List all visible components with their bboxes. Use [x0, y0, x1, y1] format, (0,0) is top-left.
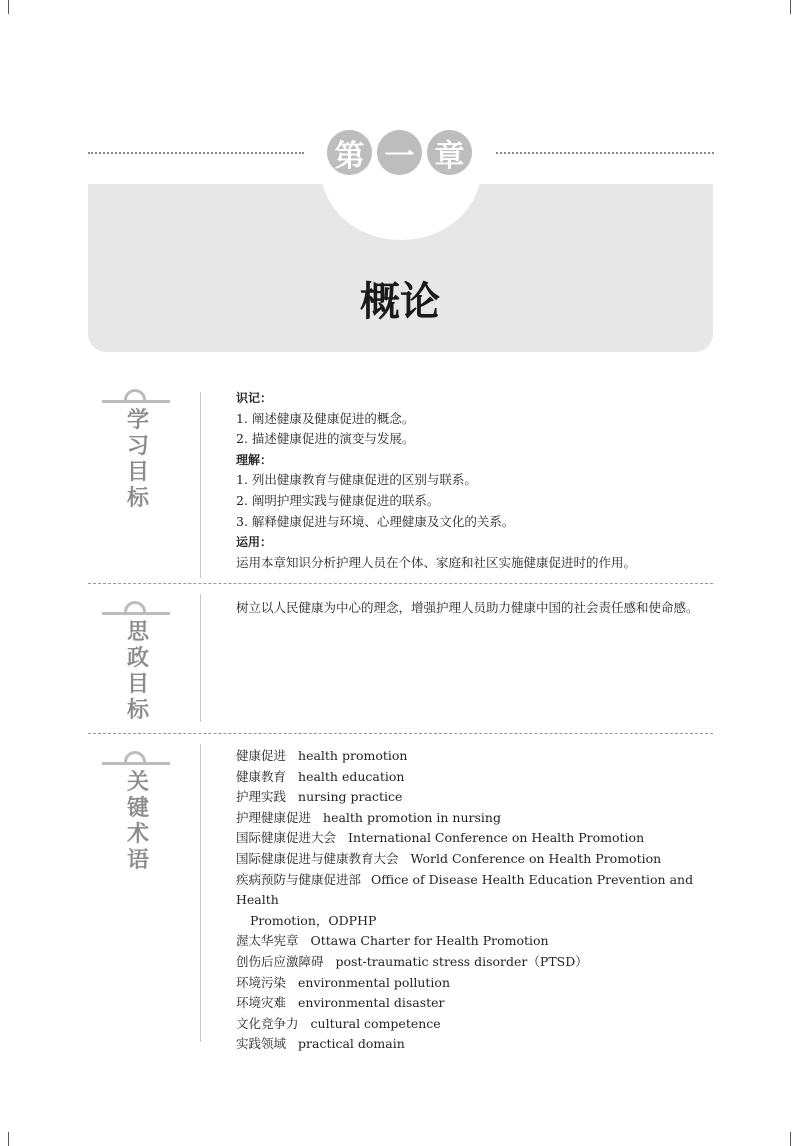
term-zh: 环境灾难 [236, 995, 287, 1011]
chapter-title: 概论 [360, 279, 440, 325]
key-terms-section [88, 734, 713, 1052]
remember-item: 1. 阐述健康及健康促进的概念。 [236, 410, 415, 426]
badge-label [125, 408, 151, 512]
key-term [236, 952, 713, 973]
badge-char: 关 [126, 770, 149, 795]
term-zh: 疾病预防与健康促进部 [236, 871, 362, 887]
dotted-rule-left [88, 152, 304, 154]
chapter-char: 第 [327, 130, 372, 175]
badge-bar [102, 612, 170, 615]
term-zh: 国际健康促进大会 [236, 830, 337, 846]
badge-char: 键 [126, 796, 149, 821]
remember-item: 2. 描述健康促进的演变与发展。 [236, 431, 415, 447]
understand-item: 1. 列出健康教育与健康促进的区别与联系。 [236, 472, 477, 488]
term-en: health education [298, 768, 405, 784]
key-term [236, 828, 713, 849]
crop-mark-top-left [8, 0, 9, 14]
chapter-char: 章 [427, 130, 472, 175]
term-en: health promotion [298, 748, 408, 763]
ideological-objectives-content [236, 597, 713, 618]
term-zh: 健康教育 [236, 768, 287, 784]
term-en: Office of Disease Health Education Prevention and Health [236, 871, 694, 908]
understand-item: 3. 解释健康促进与环境、心理健康及文化的关系。 [236, 513, 515, 529]
key-term [236, 767, 713, 788]
key-terms-list [236, 746, 713, 1055]
badge-char: 习 [126, 434, 149, 459]
term-en: environmental pollution [298, 974, 450, 990]
apply-item: 运用本章知识分析护理人员在个体、家庭和社区实施健康促进时的作用。 [236, 554, 637, 570]
term-en: Ottawa Charter for Health Promotion [310, 933, 549, 949]
key-term [236, 973, 713, 994]
section-divider-line [200, 392, 201, 578]
term-zh: 实践领域 [236, 1036, 287, 1052]
chapter-char: 一 [377, 130, 422, 175]
term-en: International Conference on Health Promotion [348, 830, 645, 846]
term-en: health promotion in nursing [323, 809, 501, 825]
crop-mark-bottom-right [790, 1132, 791, 1146]
key-term [236, 787, 713, 808]
ideological-objectives-section [88, 584, 713, 734]
badge-char: 思 [126, 620, 149, 645]
key-term [236, 1034, 713, 1055]
badge-label [125, 620, 151, 724]
term-zh: 护理实践 [236, 789, 287, 805]
chapter-number [327, 130, 472, 178]
remember-heading: 识记： [236, 391, 273, 405]
term-zh: 文化竞争力 [236, 1015, 299, 1031]
term-zh: 国际健康促进与健康教育大会 [236, 850, 399, 866]
term-zh: 环境污染 [236, 974, 287, 990]
badge-char: 学 [126, 408, 149, 433]
key-term [236, 808, 713, 829]
badge-char: 术 [126, 822, 149, 847]
key-term [236, 849, 713, 870]
apply-heading: 运用： [236, 535, 273, 550]
ideological-objectives-text: 树立以人民健康为中心的理念，增强护理人员助力健康中国的社会责任感和使命感。 [236, 600, 699, 615]
term-zh: 创伤后应激障碍 [236, 953, 324, 969]
term-en: environmental disaster [298, 995, 445, 1011]
crop-mark-top-right [790, 0, 791, 14]
badge-char: 政 [126, 646, 149, 671]
term-en-continued: Promotion，ODPHP [250, 912, 377, 928]
term-en: post-traumatic stress disorder（PTSD） [335, 953, 588, 969]
term-en: nursing practice [298, 789, 403, 805]
dotted-rule-right [496, 152, 714, 154]
crop-mark-bottom-left [8, 1132, 9, 1146]
key-term [236, 870, 713, 932]
badge-char: 标 [126, 698, 149, 723]
badge-bar [102, 400, 170, 403]
key-term [236, 746, 713, 767]
section-divider-line [200, 744, 201, 1042]
badge-char: 标 [126, 486, 149, 511]
badge-char: 目 [126, 460, 149, 485]
key-term [236, 1014, 713, 1035]
term-zh: 渥太华宪章 [236, 933, 299, 949]
learning-objectives-content [236, 388, 713, 573]
badge-char: 语 [126, 848, 149, 873]
term-zh: 护理健康促进 [236, 809, 312, 825]
badge-bar [102, 762, 170, 765]
section-divider-line [200, 594, 201, 722]
term-en: World Conference on Health Promotion [410, 850, 662, 866]
badge-label [125, 770, 151, 874]
term-en: cultural competence [310, 1015, 441, 1031]
key-term [236, 993, 713, 1014]
key-term [236, 931, 713, 952]
understand-item: 2. 阐明护理实践与健康促进的联系。 [236, 492, 440, 508]
understand-heading: 理解： [236, 452, 273, 467]
badge-char: 目 [126, 672, 149, 697]
learning-objectives-section [88, 388, 713, 584]
term-zh: 健康促进 [236, 748, 287, 763]
term-en: practical domain [298, 1036, 405, 1052]
